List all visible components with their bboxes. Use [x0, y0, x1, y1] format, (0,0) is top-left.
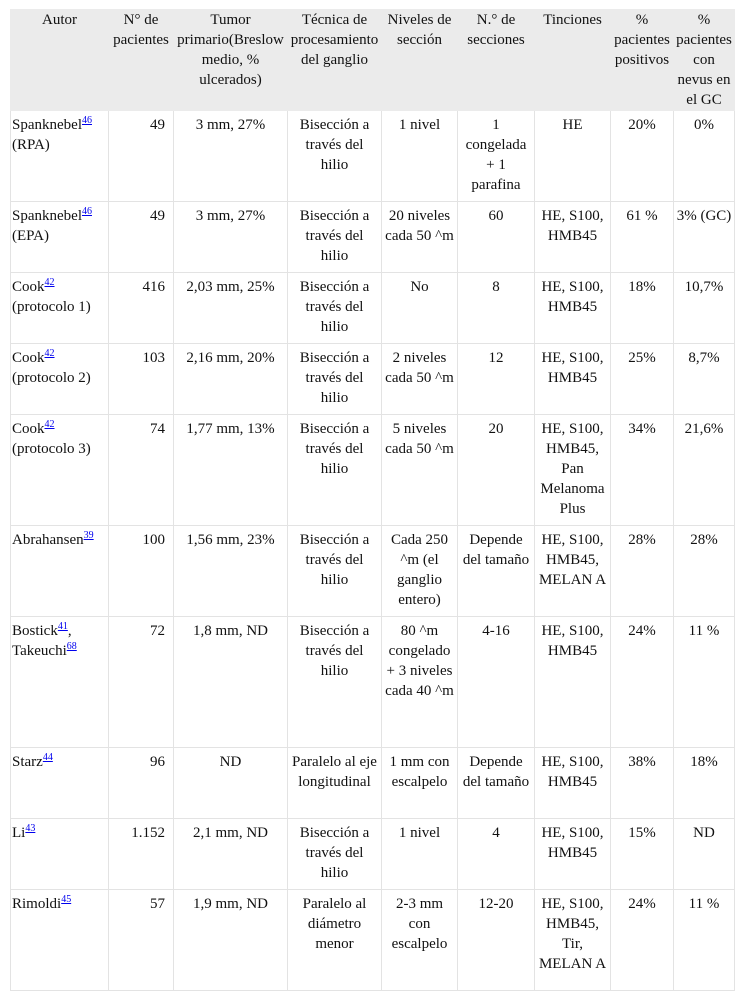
- positive-cell: 34%: [611, 415, 674, 526]
- tumor-cell: 2,1 mm, ND: [174, 819, 288, 890]
- author-name: Cook: [12, 421, 45, 437]
- tumor-cell: 2,03 mm, 25%: [174, 273, 288, 344]
- tumor-cell: 3 mm, 27%: [174, 202, 288, 273]
- author-cell: [11, 202, 109, 273]
- author-name: Starz: [12, 754, 43, 770]
- reference-link[interactable]: 45: [61, 894, 72, 905]
- header-nevus: % pacientes con nevus en el GC: [674, 10, 735, 111]
- author-name: Bostick: [12, 623, 58, 639]
- stains-cell: HE, S100, HMB45, MELAN A: [535, 526, 611, 617]
- patients-cell: 416: [109, 273, 174, 344]
- header-autor: Autor: [11, 10, 109, 111]
- patients-cell: 1.152: [109, 819, 174, 890]
- table-row: [11, 748, 735, 819]
- table-row: [11, 890, 735, 991]
- author-cell: [11, 617, 109, 748]
- author-name: Rimoldi: [12, 896, 62, 912]
- author-cell: [11, 748, 109, 819]
- reference-link[interactable]: 42: [44, 348, 55, 359]
- levels-cell: 2 niveles cada 50 ^m: [382, 344, 458, 415]
- sections-cell: 4-16: [458, 617, 535, 748]
- stains-cell: HE, S100, HMB45: [535, 617, 611, 748]
- sections-cell: Depende del tamaño: [458, 526, 535, 617]
- reference-link[interactable]: 41: [57, 621, 68, 632]
- levels-cell: 1 mm con escalpelo: [382, 748, 458, 819]
- author-note: (protocolo 1): [12, 299, 91, 315]
- technique-cell: Bisección a través del hilio: [288, 415, 382, 526]
- header-tinciones: Tinciones: [535, 10, 611, 111]
- technique-cell: Bisección a través del hilio: [288, 526, 382, 617]
- header-tumor: Tumor primario(Breslow medio, % ulcerados): [174, 10, 288, 111]
- levels-cell: 5 niveles cada 50 ^m: [382, 415, 458, 526]
- header-pacientes: N° de pacientes: [109, 10, 174, 111]
- technique-cell: Bisección a través del hilio: [288, 111, 382, 202]
- reference-link[interactable]: 43: [25, 823, 36, 834]
- reference-link[interactable]: 46: [81, 206, 92, 217]
- positive-cell: 20%: [611, 111, 674, 202]
- tumor-cell: 1,9 mm, ND: [174, 890, 288, 991]
- sections-cell: 1 congelada + 1 parafina: [458, 111, 535, 202]
- technique-cell: Paralelo al eje longitudinal: [288, 748, 382, 819]
- author-note: (RPA): [12, 137, 50, 153]
- nevus-cell: 11 %: [674, 617, 735, 748]
- reference-link[interactable]: 39: [83, 530, 94, 541]
- reference-link[interactable]: 42: [44, 419, 55, 430]
- stains-cell: HE, S100, HMB45: [535, 344, 611, 415]
- author-cell: [11, 344, 109, 415]
- sections-cell: 12: [458, 344, 535, 415]
- stains-cell: HE, S100, HMB45, Pan Melanoma Plus: [535, 415, 611, 526]
- table-row: [11, 273, 735, 344]
- reference-link[interactable]: 44: [42, 752, 53, 763]
- technique-cell: Paralelo al diámetro menor: [288, 890, 382, 991]
- positive-cell: 61 %: [611, 202, 674, 273]
- table-row: [11, 415, 735, 526]
- tumor-cell: 1,8 mm, ND: [174, 617, 288, 748]
- tumor-cell: 2,16 mm, 20%: [174, 344, 288, 415]
- reference-link[interactable]: 46: [81, 115, 92, 126]
- table-row: [11, 526, 735, 617]
- stains-cell: HE, S100, HMB45: [535, 819, 611, 890]
- technique-cell: Bisección a través del hilio: [288, 344, 382, 415]
- patients-cell: 72: [109, 617, 174, 748]
- author-cell: [11, 111, 109, 202]
- patients-cell: 57: [109, 890, 174, 991]
- patients-cell: 103: [109, 344, 174, 415]
- levels-cell: 80 ^m congelado + 3 niveles cada 40 ^m: [382, 617, 458, 748]
- author-name: Cook: [12, 350, 45, 366]
- header-niveles: Niveles de sección: [382, 10, 458, 111]
- patients-cell: 49: [109, 202, 174, 273]
- nevus-cell: 18%: [674, 748, 735, 819]
- nevus-cell: 3% (GC): [674, 202, 735, 273]
- stains-cell: HE, S100, HMB45: [535, 273, 611, 344]
- author-cell: [11, 526, 109, 617]
- author-note: (protocolo 2): [12, 370, 91, 386]
- stains-cell: HE, S100, HMB45: [535, 748, 611, 819]
- tumor-cell: ND: [174, 748, 288, 819]
- author-name: Abrahansen: [12, 532, 84, 548]
- technique-cell: Bisección a través del hilio: [288, 202, 382, 273]
- nevus-cell: 10,7%: [674, 273, 735, 344]
- patients-cell: 100: [109, 526, 174, 617]
- tumor-cell: 1,56 mm, 23%: [174, 526, 288, 617]
- sections-cell: 60: [458, 202, 535, 273]
- sections-cell: 8: [458, 273, 535, 344]
- levels-cell: 1 nivel: [382, 819, 458, 890]
- positive-cell: 15%: [611, 819, 674, 890]
- author-name: Cook: [12, 279, 45, 295]
- technique-cell: Bisección a través del hilio: [288, 273, 382, 344]
- author-cell: [11, 415, 109, 526]
- positive-cell: 28%: [611, 526, 674, 617]
- table-row: [11, 202, 735, 273]
- author-cell: [11, 819, 109, 890]
- nevus-cell: 28%: [674, 526, 735, 617]
- patients-cell: 49: [109, 111, 174, 202]
- nevus-cell: ND: [674, 819, 735, 890]
- patients-cell: 96: [109, 748, 174, 819]
- table-row: [11, 344, 735, 415]
- tumor-cell: 3 mm, 27%: [174, 111, 288, 202]
- author-cell: [11, 890, 109, 991]
- nevus-cell: 21,6%: [674, 415, 735, 526]
- author-name: Spanknebel: [12, 117, 82, 133]
- table-row: [11, 617, 735, 748]
- sections-cell: 12-20: [458, 890, 535, 991]
- header-positivos: % pacientes positivos: [611, 10, 674, 111]
- author-note: , Takeuchi: [12, 623, 72, 659]
- levels-cell: 1 nivel: [382, 111, 458, 202]
- reference-link[interactable]: 42: [44, 277, 55, 288]
- header-secciones: N.° de secciones: [458, 10, 535, 111]
- author-note: (protocolo 3): [12, 441, 91, 457]
- positive-cell: 24%: [611, 890, 674, 991]
- stains-cell: HE, S100, HMB45, Tir, MELAN A: [535, 890, 611, 991]
- levels-cell: 20 niveles cada 50 ^m: [382, 202, 458, 273]
- levels-cell: 2-3 mm con escalpelo: [382, 890, 458, 991]
- study-comparison-table: [10, 9, 735, 991]
- technique-cell: Bisección a través del hilio: [288, 617, 382, 748]
- header-tecnica: Técnica de procesamiento del ganglio: [288, 10, 382, 111]
- stains-cell: HE, S100, HMB45: [535, 202, 611, 273]
- positive-cell: 24%: [611, 617, 674, 748]
- author-note: (EPA): [12, 228, 49, 244]
- stains-cell: HE: [535, 111, 611, 202]
- patients-cell: 74: [109, 415, 174, 526]
- table-row: [11, 819, 735, 890]
- nevus-cell: 8,7%: [674, 344, 735, 415]
- technique-cell: Bisección a través del hilio: [288, 819, 382, 890]
- positive-cell: 18%: [611, 273, 674, 344]
- positive-cell: 38%: [611, 748, 674, 819]
- reference-link[interactable]: 68: [66, 641, 77, 652]
- tumor-cell: 1,77 mm, 13%: [174, 415, 288, 526]
- sections-cell: 20: [458, 415, 535, 526]
- author-cell: [11, 273, 109, 344]
- author-name: Spanknebel: [12, 208, 82, 224]
- nevus-cell: 11 %: [674, 890, 735, 991]
- nevus-cell: 0%: [674, 111, 735, 202]
- sections-cell: Depende del tamaño: [458, 748, 535, 819]
- header-row: [11, 10, 735, 111]
- positive-cell: 25%: [611, 344, 674, 415]
- table-row: [11, 111, 735, 202]
- levels-cell: No: [382, 273, 458, 344]
- levels-cell: Cada 250 ^m (el ganglio entero): [382, 526, 458, 617]
- sections-cell: 4: [458, 819, 535, 890]
- author-name: Li: [12, 825, 26, 841]
